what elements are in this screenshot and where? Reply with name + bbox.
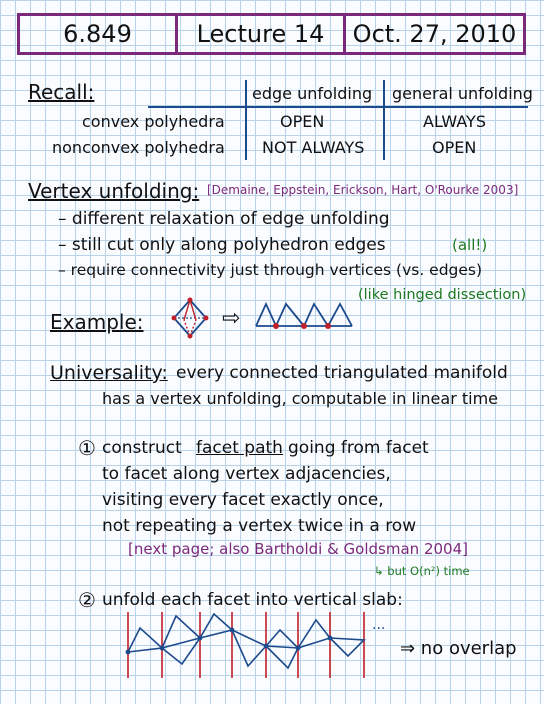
cell-convex-edge: OPEN bbox=[280, 112, 325, 131]
step-1-line-1-post: going from facet bbox=[288, 438, 429, 458]
bullet-1: – different relaxation of edge unfolding bbox=[58, 209, 390, 229]
unfolded-strip-figure bbox=[252, 300, 362, 334]
bullet-3: – require connectivity just through vertices (vs. edges) bbox=[58, 261, 483, 279]
course-number: 6.849 bbox=[20, 16, 178, 52]
col-header-general: general unfolding bbox=[392, 84, 533, 103]
universality-line-1: every connected triangulated manifold bbox=[176, 363, 508, 383]
citation: [Demaine, Eppstein, Erickson, Hart, O'Rourke 2003] bbox=[207, 183, 519, 197]
step-1-marker: ① bbox=[78, 436, 96, 460]
step-1-line-1-pre: construct bbox=[102, 438, 182, 458]
universality-line-2: has a vertex unfolding, computable in linear time bbox=[102, 389, 498, 408]
slab-ellipsis: ··· bbox=[372, 621, 386, 637]
step-1-line-3: visiting every facet exactly once, bbox=[102, 490, 384, 510]
step-1-line-2: to facet along vertex adjacencies, bbox=[102, 464, 391, 484]
cell-nonconvex-general: OPEN bbox=[432, 138, 477, 157]
example-arrow: ⇨ bbox=[222, 306, 241, 331]
no-overlap-result: ⇒ no overlap bbox=[400, 638, 517, 659]
step-2-marker: ② bbox=[78, 588, 96, 612]
lecture-date: Oct. 27, 2010 bbox=[352, 20, 517, 48]
step-1-line-4: not repeating a vertex twice in a row bbox=[102, 516, 417, 536]
row-label-nonconvex: nonconvex polyhedra bbox=[52, 138, 225, 157]
universality-label: Universality: bbox=[50, 362, 168, 384]
facet-path-term: facet path bbox=[196, 438, 283, 458]
step-2-text: unfold each facet into vertical slab: bbox=[102, 590, 403, 610]
cell-nonconvex-edge: NOT ALWAYS bbox=[262, 138, 365, 157]
header-box bbox=[17, 13, 526, 55]
cell-convex-general: ALWAYS bbox=[423, 112, 486, 131]
row-label-convex: convex polyhedra bbox=[82, 112, 225, 131]
example-label: Example: bbox=[50, 310, 144, 334]
recall-label: Recall: bbox=[28, 80, 95, 104]
octahedron-figure bbox=[170, 296, 230, 342]
bullet-2: – still cut only along polyhedron edges bbox=[58, 235, 386, 255]
slab-unfolding-figure bbox=[120, 610, 380, 680]
bullet-3-note: (like hinged dissection) bbox=[358, 287, 527, 303]
bullet-2-note: (all!) bbox=[452, 236, 488, 254]
col-header-edge: edge unfolding bbox=[252, 84, 373, 103]
vertex-unfolding-title: Vertex unfolding: bbox=[28, 179, 200, 203]
table-divider-1 bbox=[245, 80, 247, 160]
step-1-note: ↳ but O(n²) time bbox=[374, 564, 470, 578]
table-rule bbox=[148, 106, 528, 108]
step-1-reference: [next page; also Bartholdi & Goldsman 2004] bbox=[128, 540, 468, 558]
lecture-title: Lecture 14 bbox=[178, 16, 346, 52]
table-divider-2 bbox=[383, 80, 385, 160]
